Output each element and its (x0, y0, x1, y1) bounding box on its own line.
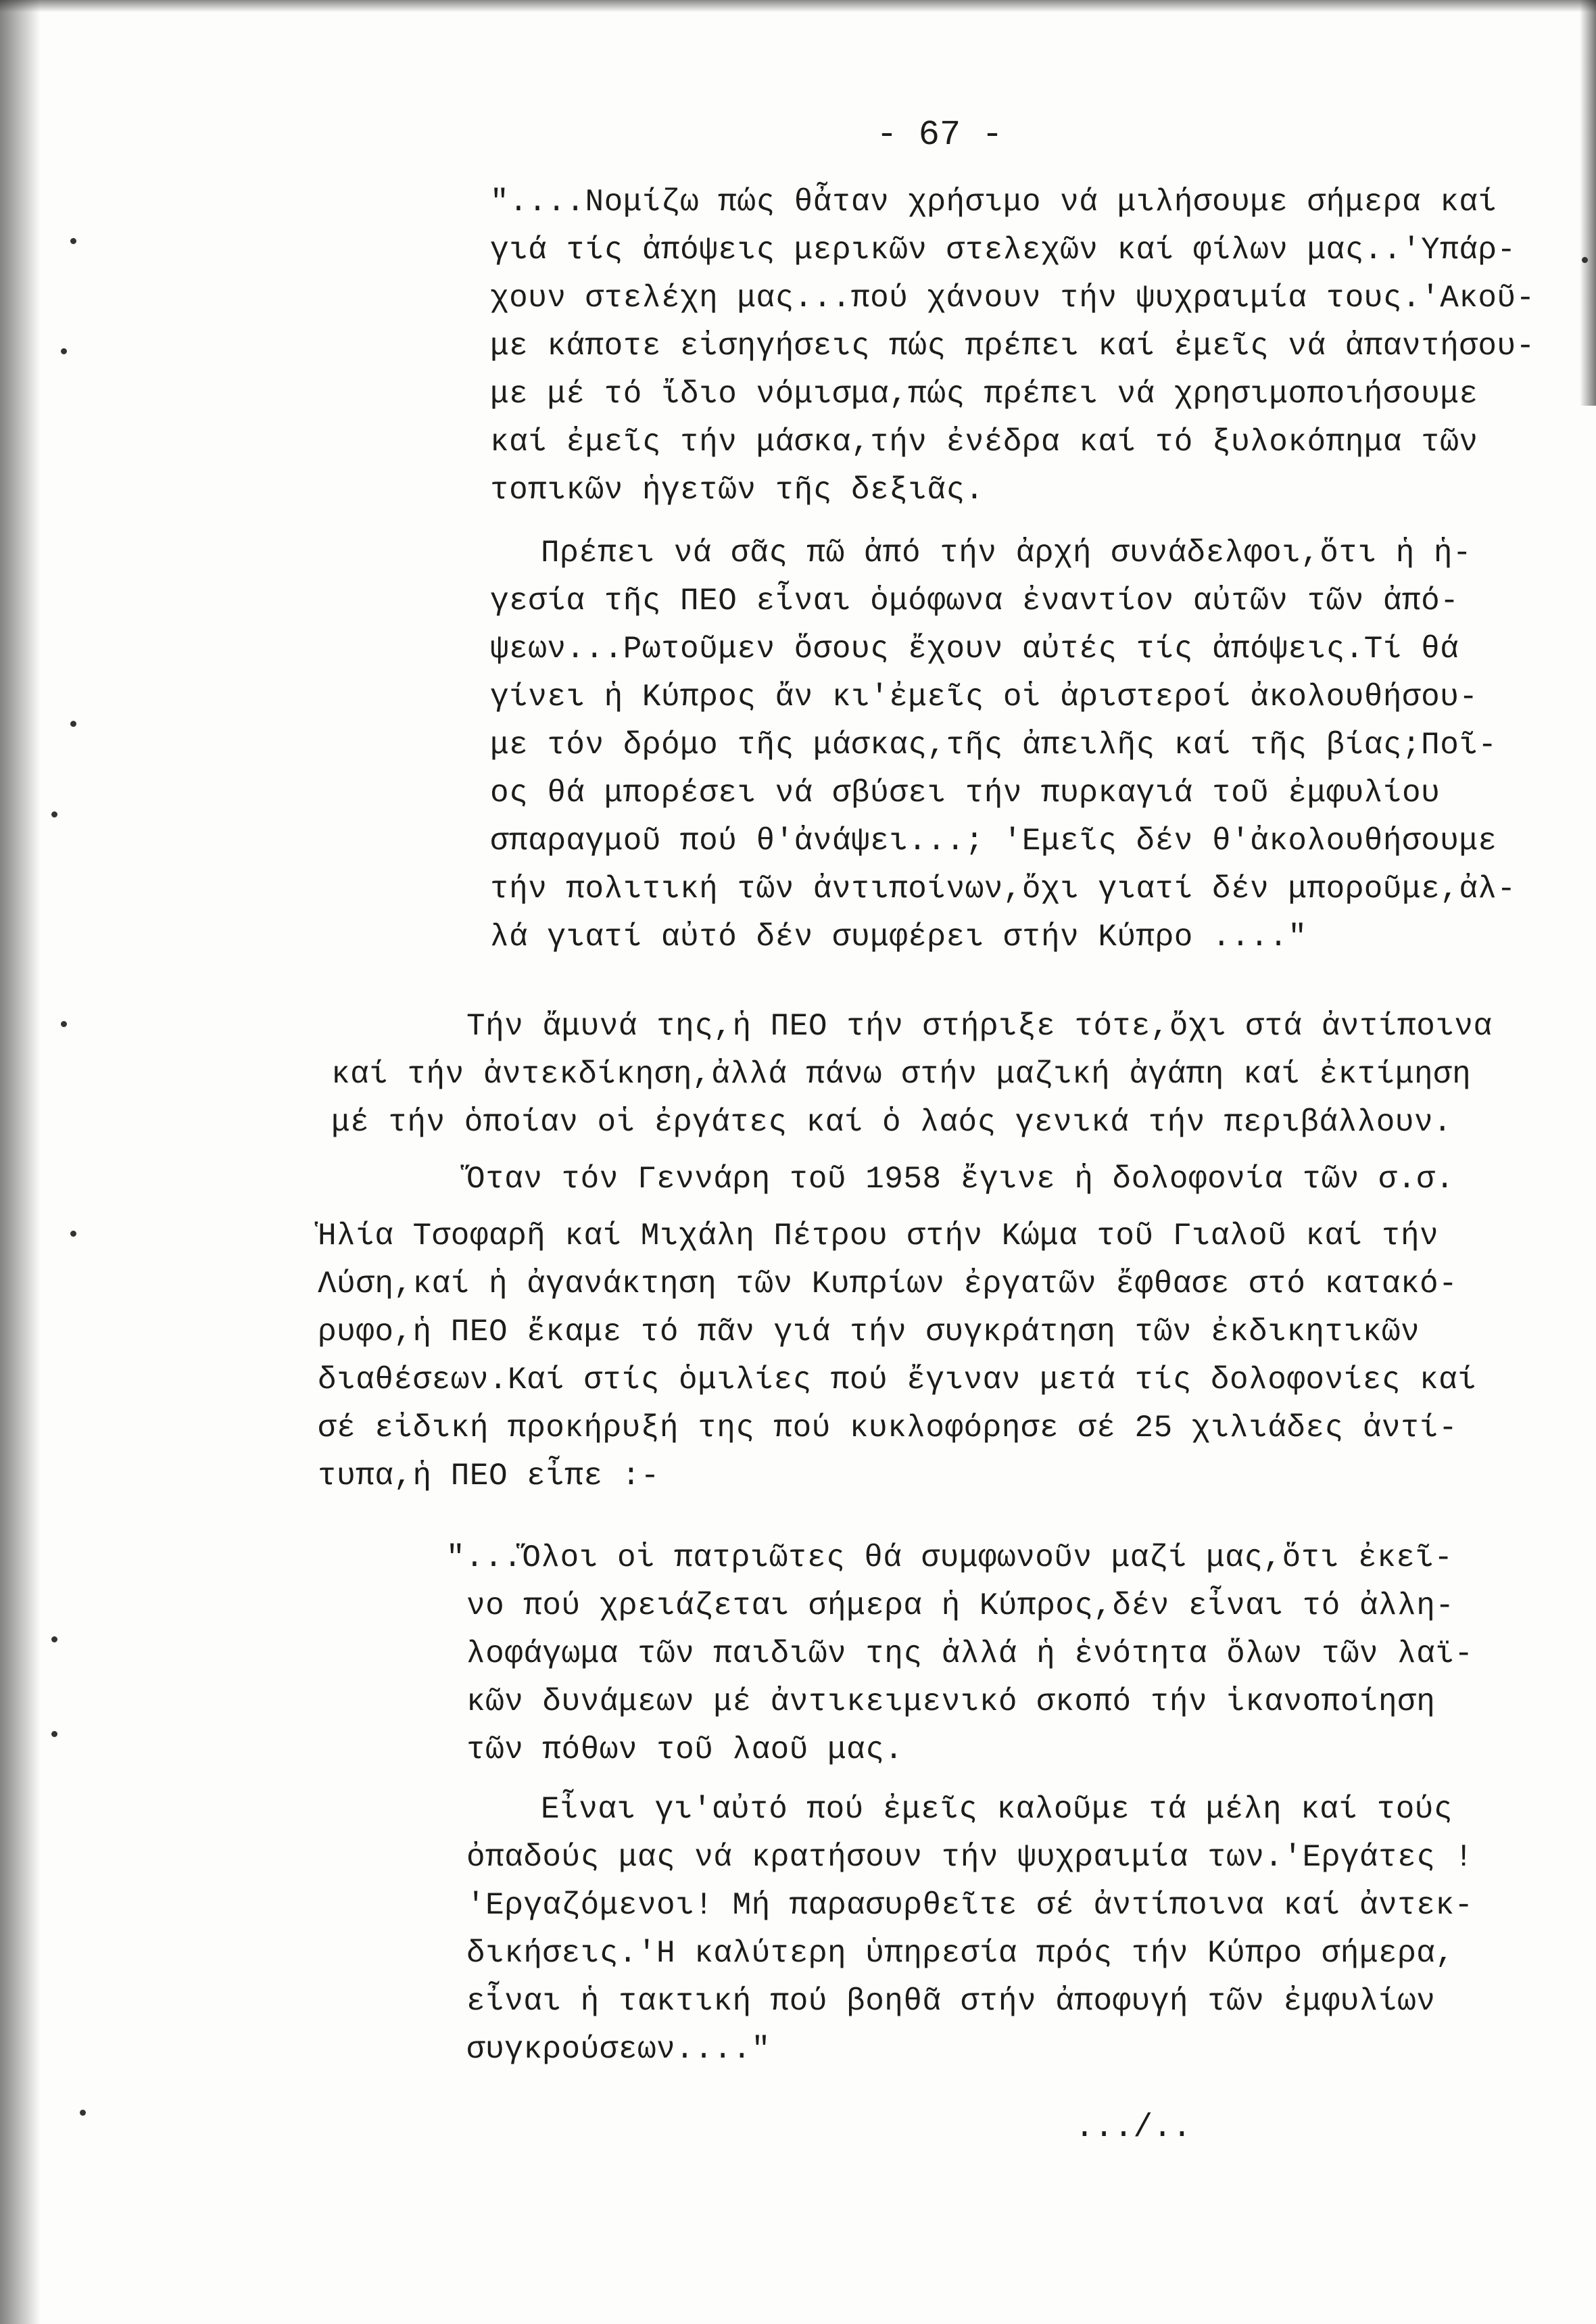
text-line: τοπικῶν ἡγετῶν τῆς δεξιᾶς. (490, 473, 984, 508)
text-line: Λύση,καί ἡ ἀγανάκτηση τῶν Κυπρίων ἐργατῶν ἔφθασε στό κατακό- (318, 1266, 1458, 1302)
scan-speck (61, 1021, 67, 1027)
text-line: κῶν δυνάμεων μέ ἀντικειμενικό σκοπό τήν ἱκανοποίηση (466, 1684, 1436, 1720)
scan-speck (51, 1731, 57, 1737)
text-line: καί τήν ἀντεκδίκηση,ἀλλά πάνω στήν μαζική ἀγάπη καί ἐκτίμηση (331, 1057, 1472, 1092)
text-line: "...Ὅλοι οἱ πατριῶτες θά συμφωνοῦν μαζί μας,ὅτι ἐκεῖ- (446, 1540, 1453, 1575)
text-line: γίνει ἡ Κύπρος ἄν κι'ἐμεῖς οἱ ἀριστεροί ἀκολουθήσου- (490, 680, 1478, 715)
text-line: "....Νομίζω πώς θἆταν χρήσιμο νά μιλήσουμε σήμερα καί (490, 185, 1497, 220)
text-line: καί ἐμεῖς τήν μάσκα,τήν ἐνέδρα καί τό ξυλοκόπημα τῶν (490, 425, 1478, 460)
text-line: 'Εργαζόμενοι! Μή παρασυρθεῖτε σέ ἀντίποινα καί ἀντεκ- (466, 1888, 1474, 1923)
text-line: συγκρούσεων...." (466, 2032, 771, 2067)
text-line: Πρέπει νά σᾶς πῶ ἀπό τήν ἀρχή συνάδελφοι,ὅτι ἡ ἡ- (541, 536, 1472, 571)
page-number: - 67 - (876, 115, 1003, 155)
text-line: με κάποτε εἰσηγήσεις πώς πρέπει καί ἐμεῖς νά ἀπαντήσου- (490, 329, 1535, 364)
text-line: γιά τίς ἀπόψεις μερικῶν στελεχῶν καί φίλων μας..'Υπάρ- (490, 233, 1516, 268)
text-line: σέ εἰδική προκήρυξή της πού κυκλοφόρησε σέ 25 χιλιάδες ἀντί- (318, 1410, 1458, 1446)
text-line: νο πού χρειάζεται σήμερα ἡ Κύπρος,δέν εἶναι τό ἀλλη- (466, 1588, 1455, 1623)
text-line: χουν στελέχη μας...πού χάνουν τήν ψυχραιμία τους.'Ακοῦ- (490, 281, 1535, 316)
text-line: τήν πολιτική τῶν ἀντιποίνων,ὄχι γιατί δέν μποροῦμε,ἀλ- (490, 872, 1516, 907)
text-line: λοφάγωμα τῶν παιδιῶν της ἀλλά ἡ ἑνότητα ὅλων τῶν λαϊ- (466, 1636, 1474, 1671)
text-line: μέ τήν ὁποίαν οἱ ἐργάτες καί ὁ λαός γενικά τήν περιβάλλουν. (331, 1105, 1453, 1140)
text-line: δικήσεις.'Η καλύτερη ὑπηρεσία πρός τήν Κύπρο σήμερα, (466, 1936, 1455, 1971)
scan-speck (80, 2110, 86, 2116)
text-line: σπαραγμοῦ πού θ'ἀνάψει...; 'Εμεῖς δέν θ'ἀκολουθήσουμε (490, 824, 1497, 859)
scan-speck (70, 1231, 76, 1237)
scan-speck (70, 721, 76, 727)
text-line: Τήν ἄμυνά της,ἡ ΠΕΟ τήν στήριξε τότε,ὄχι στά ἀντίποινα (466, 1009, 1493, 1044)
scan-edge-right (1580, 0, 1596, 406)
scan-speck (1582, 257, 1588, 263)
text-line: Ὅταν τόν Γεννάρη τοῦ 1958 ἔγινε ἡ δολοφονία τῶν σ.σ. (466, 1162, 1455, 1197)
scan-speck (70, 238, 76, 244)
text-line: τυπα,ἡ ΠΕΟ εἶπε :- (318, 1459, 660, 1494)
text-line: γεσία τῆς ΠΕΟ εἶναι ὁμόφωνα ἐναντίον αὐτῶν τῶν ἀπό- (490, 584, 1459, 619)
text-line: Εἶναι γι'αὐτό πού ἐμεῖς καλοῦμε τά μέλη καί τούς (541, 1792, 1453, 1827)
text-line: ος θά μπορέσει νά σβύσει τήν πυρκαγιά τοῦ ἐμφυλίου (490, 776, 1441, 811)
text-line: ρυφο,ἡ ΠΕΟ ἔκαμε τό πᾶν γιά τήν συγκράτηση τῶν ἐκδικητικῶν (318, 1314, 1420, 1350)
scan-edge-left (0, 0, 41, 2324)
text-line: με τόν δρόμο τῆς μάσκας,τῆς ἀπειλῆς καί τῆς βίας;Ποῖ- (490, 728, 1497, 763)
text-line: ψεων...Ρωτοῦμεν ὅσους ἔχουν αὐτές τίς ἀπόψεις.Τί θά (490, 632, 1459, 667)
text-line: τῶν πόθων τοῦ λαοῦ μας. (466, 1732, 904, 1768)
text-line: λά γιατί αὐτό δέν συμφέρει στήν Κύπρο ...." (490, 920, 1307, 955)
scan-speck (51, 1636, 57, 1642)
scan-edge-top (0, 0, 1596, 12)
text-line: ὀπαδούς μας νά κρατήσουν τήν ψυχραιμία των.'Εργάτες ! (466, 1840, 1474, 1875)
text-line: εἶναι ἡ τακτική πού βοηθᾶ στήν ἀποφυγή τῶν ἐμφυλίων (466, 1984, 1436, 2019)
scan-speck (51, 811, 57, 817)
text-line: διαθέσεων.Καί στίς ὁμιλίες πού ἔγιναν μετά τίς δολοφονίες καί (318, 1362, 1477, 1398)
text-line: με μέ τό ἴδιο νόμισμα,πώς πρέπει νά χρησιμοποιήσουμε (490, 377, 1478, 412)
continuation-mark: .../.. (1075, 2110, 1192, 2146)
text-line: Ἡλία Τσοφαρῆ καί Μιχάλη Πέτρου στήν Κώμα τοῦ Γιαλοῦ καί τήν (318, 1218, 1439, 1254)
scan-speck (61, 348, 67, 354)
